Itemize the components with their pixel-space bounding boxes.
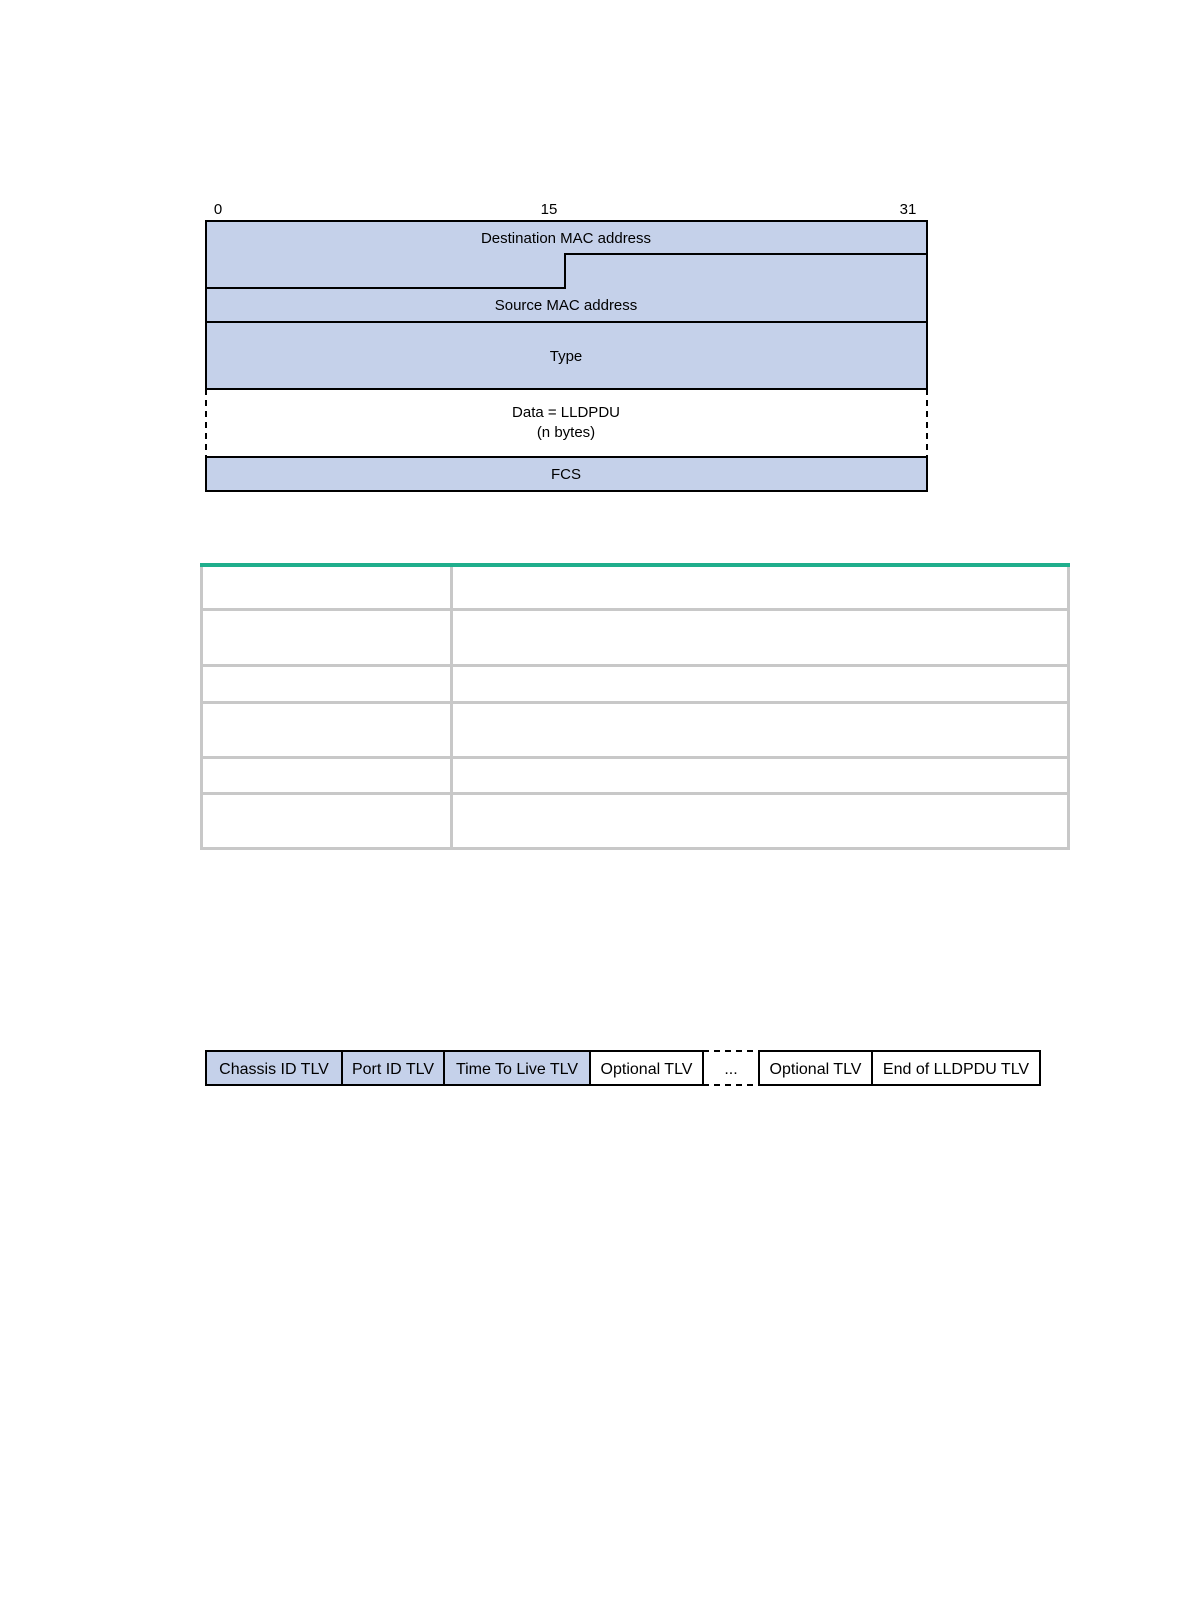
bit-label-mid: 15 — [540, 201, 558, 218]
source-mac-field: Source MAC address — [494, 297, 638, 314]
tlv-segment-4-label: Optional TLV — [600, 1061, 693, 1078]
tlv-segment-1-label: Chassis ID TLV — [219, 1061, 329, 1078]
data-field-line2: (n bytes) — [536, 424, 596, 441]
tlv-segment-7-label: End of LLDPDU TLV — [882, 1061, 1030, 1078]
tlv-segment-3-label: Time To Live TLV — [455, 1061, 579, 1078]
tlv-segment-2-label: Port ID TLV — [351, 1061, 435, 1078]
tlv-segment-5-label: ... — [724, 1061, 738, 1078]
bit-label-end: 31 — [899, 201, 917, 218]
fcs-field: FCS — [551, 466, 581, 483]
tlv-segment-6-label: Optional TLV — [769, 1061, 862, 1078]
bit-label-start: 0 — [213, 201, 223, 218]
data-field-line1: Data = LLDPDU — [512, 404, 620, 421]
type-field: Type — [549, 348, 583, 365]
destination-mac-field: Destination MAC address — [480, 230, 652, 247]
